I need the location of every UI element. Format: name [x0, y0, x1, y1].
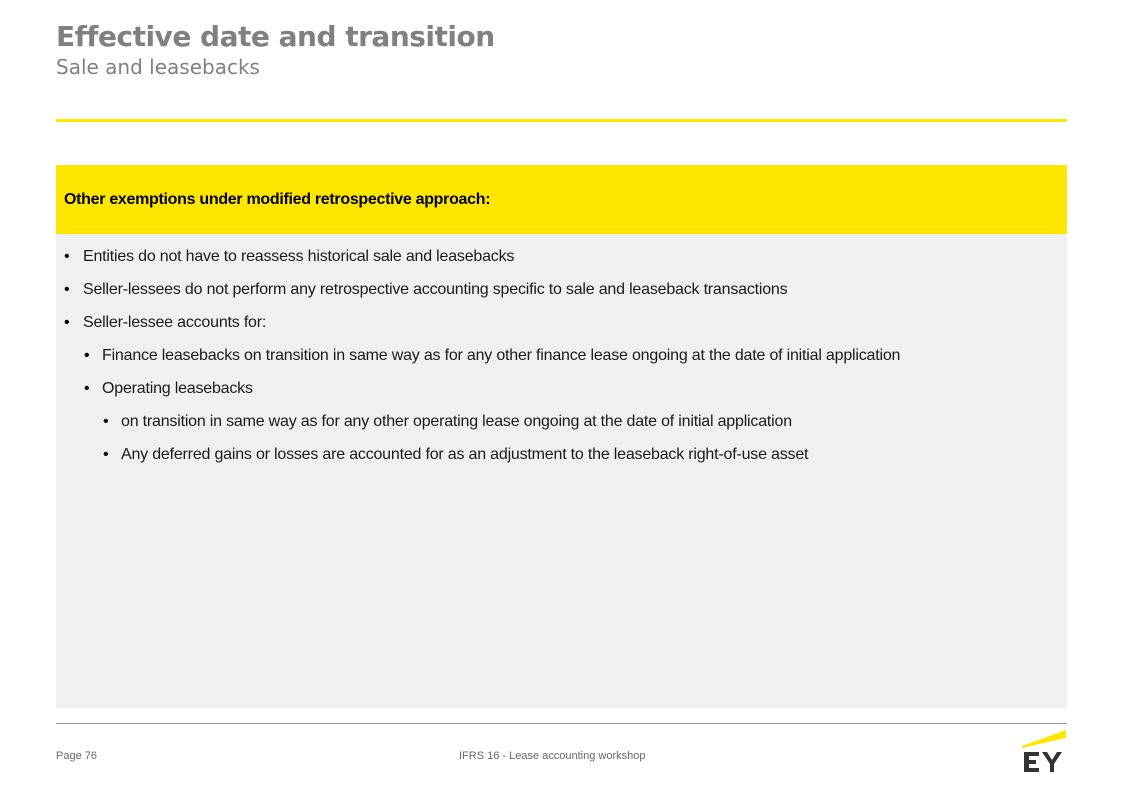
list-item: • Entities do not have to reassess historical sale and leasebacks — [56, 240, 1067, 273]
panel-heading: Other exemptions under modified retrospective approach: — [56, 165, 1067, 234]
content-panel — [56, 165, 1067, 708]
page-number: Page 76 — [56, 750, 97, 762]
list-item: • Finance leasebacks on transition in same way as for any other finance lease ongoing at the date of initial application — [56, 339, 1067, 372]
ey-logo-icon — [1022, 730, 1068, 774]
footer-divider — [56, 723, 1067, 724]
page-title: Effective date and transition — [56, 20, 495, 53]
list-item: • Operating leasebacks — [56, 372, 1067, 405]
page-subtitle: Sale and leasebacks — [56, 55, 260, 79]
list-item: • Seller-lessee accounts for: — [56, 306, 1067, 339]
title-divider — [56, 119, 1067, 122]
list-item: • Seller-lessees do not perform any retrospective accounting specific to sale and leaseback transactions — [56, 273, 1067, 306]
list-item: • Any deferred gains or losses are accounted for as an adjustment to the leaseback right-of-use asset — [56, 438, 1067, 471]
bullet-list — [56, 234, 1067, 471]
footer-document-title: IFRS 16 - Lease accounting workshop — [459, 750, 646, 762]
list-item: • on transition in same way as for any other operating lease ongoing at the date of initial application — [56, 405, 1067, 438]
